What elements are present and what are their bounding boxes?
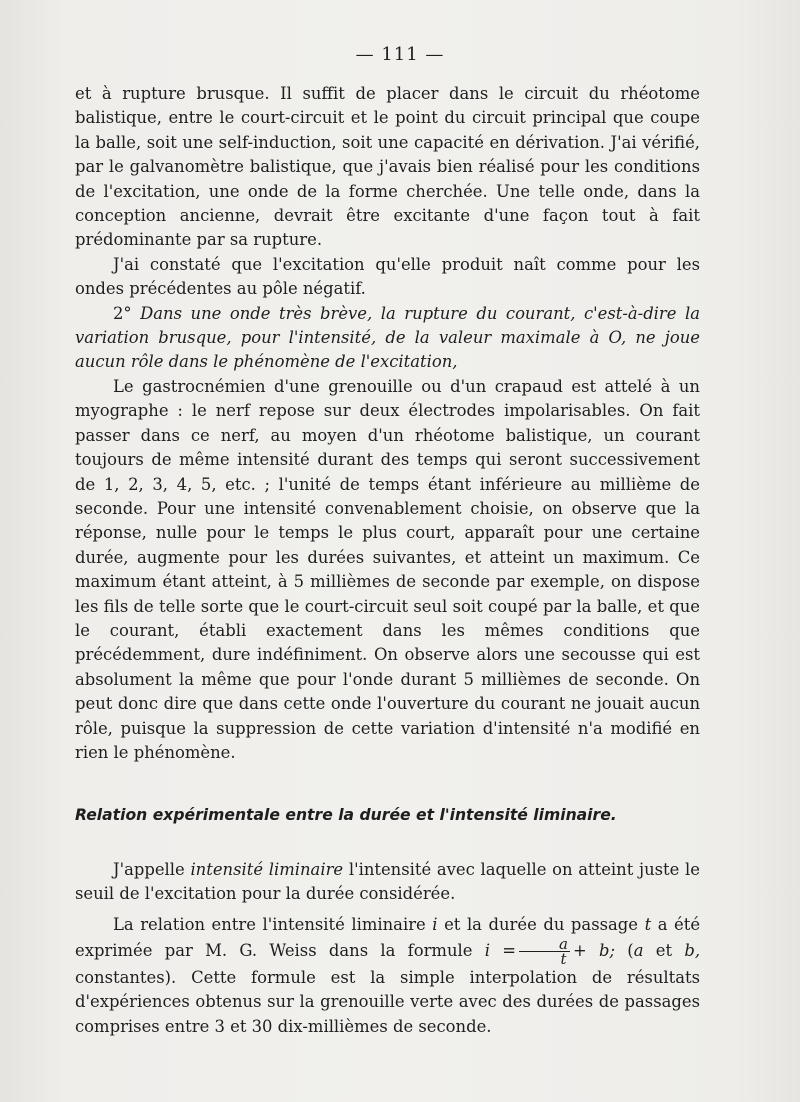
paragraph-4: Le gastrocnémien d'une grenouille ou d'un crapaud est attelé à un myographe : le nerf repose sur deux électrodes impolarisables. On fait passer dans ce nerf, au moyen d'un rhéotome balistique, un courant toujours de même intensité durant des temps qui seront successivement de 1, 2, 3, 4, 5, etc. ; l'unité de temps étant inférieure au millième de seconde. Pour une intensité convenablement choisie, on observe que la réponse, nulle pour le temps le plus court, apparaît pour une certaine durée, augmente pour les durées suivantes, et atteint un maximum. Ce maximum étant atteint, à 5 millièmes de seconde par exemple, on dispose les fils de telle sorte que le court-circuit seul soit coupé par la balle, et que le courant, établi exactement dans les mêmes conditions que précédemment, dure indéfiniment. On observe alors une secousse qui est absolument la même que pour l'onde durant 5 millièmes de seconde. On peut donc dire que dans cette onde l'ouverture du courant ne jouait aucun rôle, puisque la suppression de cette variation d'intensité n'a modifié en rien le phénomène. <box>75 376 700 762</box>
formula-fraction <box>519 937 570 966</box>
p5-before: J'appelle <box>113 859 185 879</box>
italic-proposition: Dans une onde très brève, la rupture du courant, c'est-à-dire la variation brusque, pour l'intensité, de la valeur maximale à O, ne joue aucun rôle dans le phénomène de l'excitation, <box>75 303 700 372</box>
p5-after: l'intensité avec laquelle on atteint juste le seuil de l'excitation pour la durée considérée. <box>75 859 700 904</box>
section-heading: Relation expérimentale entre la durée et l'intensité liminaire. <box>75 806 617 825</box>
term-intensite-liminaire: intensité liminaire <box>190 859 344 879</box>
paragraph-1: et à rupture brusque. Il suffit de placer dans le circuit du rhéotome balistique, entre le court-circuit et le point du circuit principal que coupe la balle, soit une self-induction, soit une capacité en dérivation. J'ai vérifié, par le galvanomètre balistique, que j'avais bien réalisé pour les conditions de l'excitation, une onde de la forme cherchée. Une telle onde, dans la conception ancienne, devrait être excitante d'une façon tout à fait prédominante par sa rupture. <box>75 84 700 250</box>
formula-lhs: i = <box>484 941 517 960</box>
p6-d: Cette formule est la simple interpolation de résultats d'expériences obtenus sur la grenouille verte avec des durées de passages comprises entre 3 et 30 dix-millièmes de seconde. <box>75 968 700 1036</box>
formula-rhs: + b; <box>572 941 615 960</box>
page-number: — 111 — <box>355 44 445 65</box>
var-t: t <box>644 914 652 934</box>
fraction-denominator: t <box>560 950 567 968</box>
word-et: et <box>655 941 673 960</box>
p6-b: et la durée du passage <box>444 914 638 934</box>
page-body <box>75 82 700 1039</box>
paragraph-2: J'ai constaté que l'excitation qu'elle produit naît comme pour les ondes précédentes au pôle négatif. <box>75 254 700 299</box>
item-number: 2° <box>113 303 132 323</box>
paragraph-5 <box>75 858 700 907</box>
var-a: a <box>633 941 644 960</box>
fraction-numerator: a <box>519 937 570 952</box>
paren-open: ( <box>627 941 634 960</box>
var-b: b, <box>684 941 701 960</box>
word-constantes: constantes). <box>75 968 177 987</box>
paragraph-6 <box>75 913 700 1040</box>
p6-c: a été exprimée par M. G. Weiss dans la formule <box>75 914 701 960</box>
var-i: i <box>432 914 438 934</box>
paragraph-3 <box>75 302 700 375</box>
p6-a: La relation entre l'intensité liminaire <box>113 914 426 934</box>
